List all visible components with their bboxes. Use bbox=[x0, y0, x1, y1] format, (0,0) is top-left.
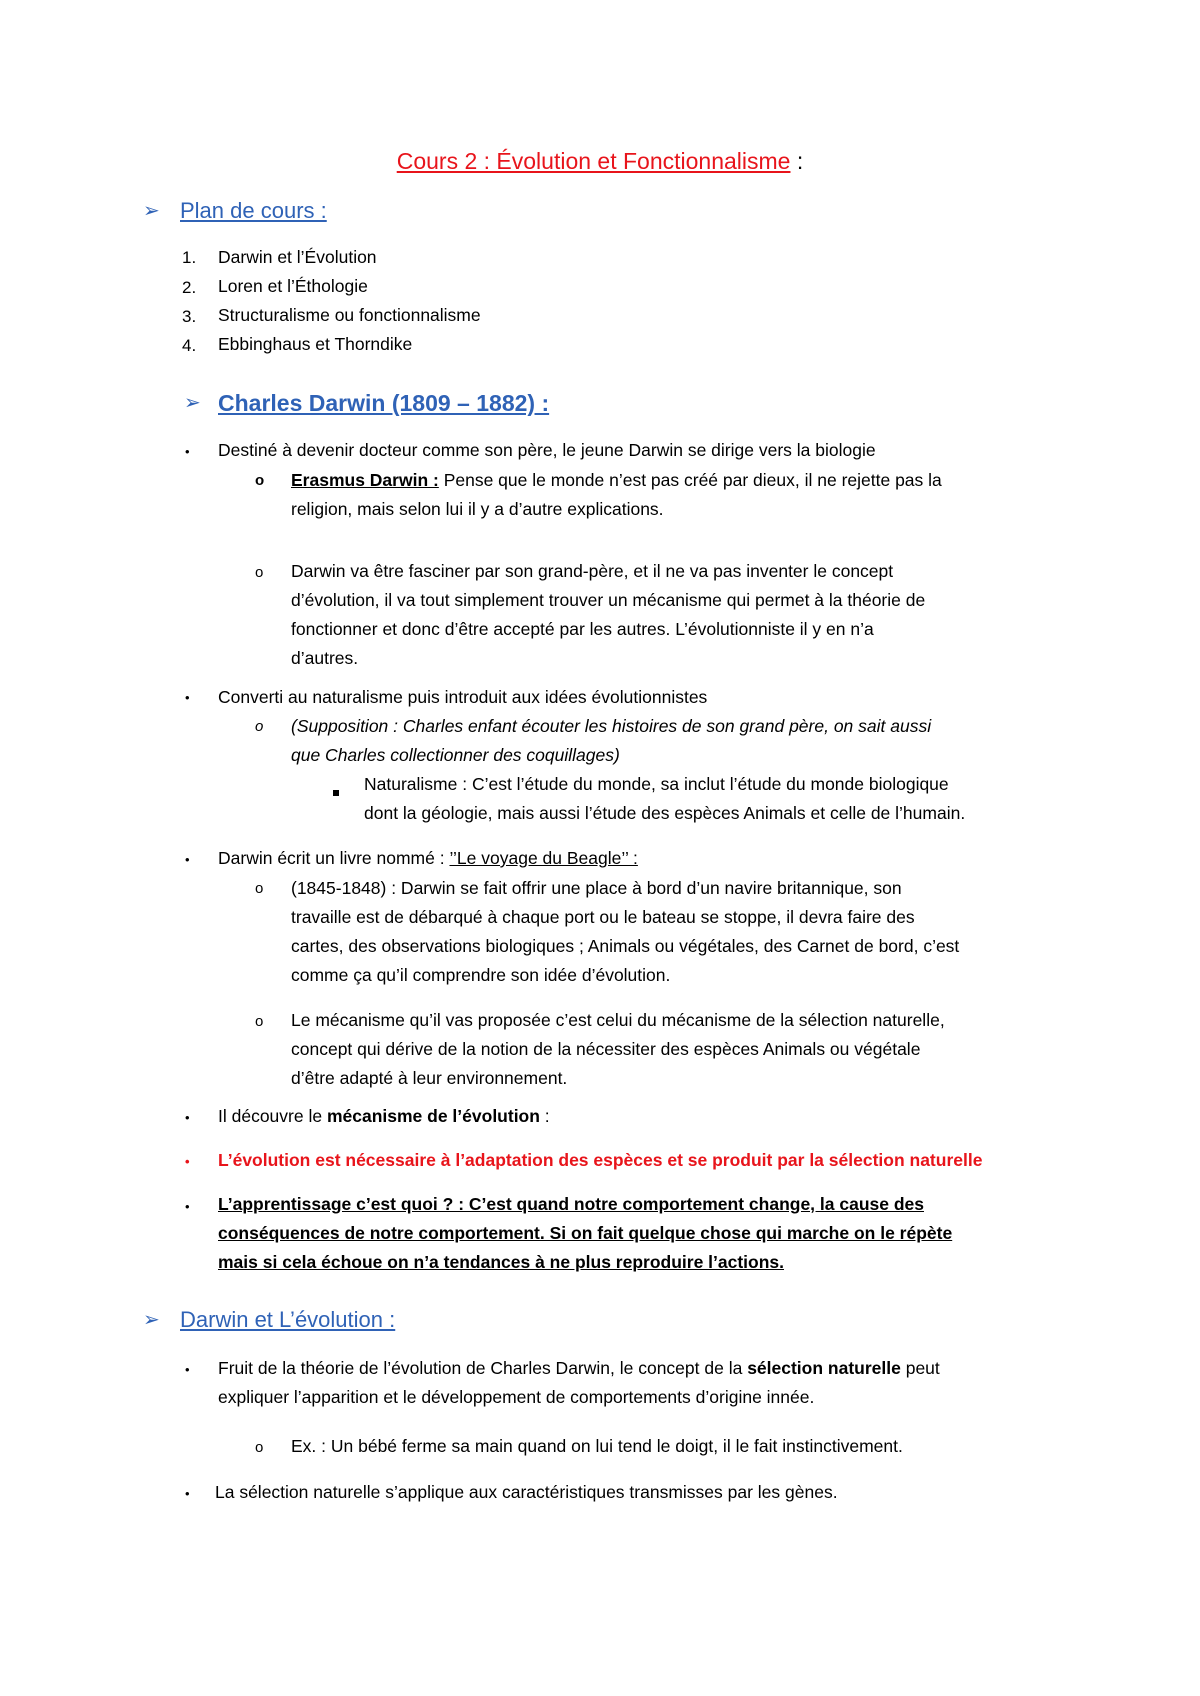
bullet-icon: • bbox=[185, 1154, 190, 1169]
circle-bullet-icon: o bbox=[255, 472, 265, 489]
arrow-icon: ➢ bbox=[143, 1309, 160, 1331]
grandfather-line-2: d’évolution, il va tout simplement trouver un mécanisme qui permet à la théorie de bbox=[291, 590, 926, 610]
darwin-bullet-1: Destiné à devenir docteur comme son père, le jeune Darwin se dirige vers la biologie bbox=[218, 440, 876, 460]
naturalisme-line-2: dont la géologie, mais aussi l’étude des espèces Animals et celle de l’humain. bbox=[364, 803, 966, 823]
erasmus-label: Erasmus Darwin : bbox=[291, 470, 439, 490]
circle-bullet-icon: o bbox=[255, 564, 264, 581]
erasmus-line-2: religion, mais selon lui il y a d’autre explications. bbox=[291, 499, 664, 519]
plan-item: Ebbinghaus et Thorndike bbox=[218, 334, 413, 354]
decouvre-suffix: : bbox=[539, 1106, 550, 1126]
grandfather-line-4: d’autres. bbox=[291, 648, 359, 668]
supposition-line-2: que Charles collectionner des coquillages) bbox=[291, 745, 620, 765]
darwin-bullet-4 bbox=[218, 1102, 550, 1131]
bullet-icon: • bbox=[185, 852, 190, 867]
beagle-line-2: travaille est de débarqué à chaque port ou le bateau se stoppe, il devra faire des bbox=[291, 907, 915, 927]
plan-number-4: 4. bbox=[182, 336, 197, 355]
page-title bbox=[0, 146, 1200, 176]
plan-number-3: 3. bbox=[182, 307, 197, 326]
evolution-heading: Darwin et L’évolution : bbox=[180, 1307, 396, 1332]
circle-bullet-icon: o bbox=[255, 1439, 264, 1456]
darwin-heading: Charles Darwin (1809 – 1882) : bbox=[218, 390, 550, 416]
naturalisme-line-1: Naturalisme : C’est l’étude du monde, sa inclut l’étude du monde biologique bbox=[364, 774, 949, 794]
grandfather-line-1: Darwin va être fasciner par son grand-père, et il ne va pas inventer le concept bbox=[291, 561, 894, 581]
bullet-icon: • bbox=[185, 1486, 190, 1501]
title-suffix: : bbox=[790, 148, 804, 174]
darwin-bullet-3 bbox=[218, 844, 638, 873]
title-text: Cours 2 : Évolution et Fonctionnalisme bbox=[396, 148, 791, 174]
bullet-icon: • bbox=[185, 1362, 190, 1377]
apprentissage-line-1: L’apprentissage c’est quoi ? : C’est quand notre comportement change, la cause des bbox=[218, 1194, 924, 1214]
bullet-icon: • bbox=[185, 690, 190, 705]
plan-item: Structuralisme ou fonctionnalisme bbox=[218, 305, 481, 325]
circle-bullet-icon: o bbox=[255, 1013, 264, 1030]
mecanisme-line-1: Le mécanisme qu’il vas proposée c’est celui du mécanisme de la sélection naturelle, bbox=[291, 1010, 945, 1030]
fruit-prefix: Fruit de la théorie de l’évolution de Charles Darwin, le concept de la bbox=[218, 1358, 748, 1378]
arrow-icon: ➢ bbox=[184, 392, 201, 414]
bullet-icon: • bbox=[185, 1199, 190, 1214]
erasmus-line-1 bbox=[291, 466, 942, 495]
evolution-bullet-1-line-1 bbox=[218, 1354, 940, 1383]
decouvre-prefix: Il découvre le bbox=[218, 1106, 327, 1126]
darwin-bullet-5: L’évolution est nécessaire à l’adaptation des espèces et se produit par la sélection naturelle bbox=[218, 1150, 983, 1170]
supposition-line-1: (Supposition : Charles enfant écouter les histoires de son grand père, on sait aussi bbox=[291, 716, 932, 736]
fruit-bold: sélection naturelle bbox=[747, 1358, 901, 1378]
beagle-title: ’’Le voyage du Beagle’’ : bbox=[449, 848, 638, 868]
circle-bullet-icon: o bbox=[255, 718, 264, 735]
decouvre-bold: mécanisme de l’évolution bbox=[326, 1106, 540, 1126]
plan-number-2: 2. bbox=[182, 278, 197, 297]
circle-bullet-icon: o bbox=[255, 880, 264, 897]
fruit-suffix: peut bbox=[900, 1358, 940, 1378]
apprentissage-line-3: mais si cela échoue on n’a tendances à ne plus reproduire l’actions. bbox=[218, 1252, 785, 1272]
evolution-bullet-2: La sélection naturelle s’applique aux caractéristiques transmisses par les gènes. bbox=[215, 1482, 838, 1502]
bullet-icon: • bbox=[185, 444, 190, 459]
mecanisme-line-3: d’être adapté à leur environnement. bbox=[291, 1068, 568, 1088]
plan-heading: Plan de cours : bbox=[180, 198, 327, 223]
beagle-line-1: (1845-1848) : Darwin se fait offrir une place à bord d’un navire britannique, son bbox=[291, 878, 902, 898]
plan-number-1: 1. bbox=[182, 248, 197, 267]
darwin-bullet-2: Converti au naturalisme puis introduit aux idées évolutionnistes bbox=[218, 687, 708, 707]
apprentissage-line-2: conséquences de notre comportement. Si on fait quelque chose qui marche on le répète bbox=[218, 1223, 953, 1243]
beagle-prefix: Darwin écrit un livre nommé : bbox=[218, 848, 450, 868]
square-bullet-icon bbox=[333, 780, 339, 801]
arrow-icon: ➢ bbox=[143, 200, 160, 222]
beagle-line-4: comme ça qu’il comprendre son idée d’évolution. bbox=[291, 965, 671, 985]
example-line: Ex. : Un bébé ferme sa main quand on lui tend le doigt, il le fait instinctivement. bbox=[291, 1436, 903, 1456]
bullet-icon: • bbox=[185, 1110, 190, 1125]
plan-item: Darwin et l’Évolution bbox=[218, 247, 377, 267]
plan-item: Loren et l’Éthologie bbox=[218, 276, 368, 296]
mecanisme-line-2: concept qui dérive de la notion de la nécessiter des espèces Animals ou végétale bbox=[291, 1039, 921, 1059]
erasmus-text: Pense que le monde n’est pas créé par dieux, il ne rejette pas la bbox=[438, 470, 942, 490]
grandfather-line-3: fonctionner et donc d’être accepté par les autres. L’évolutionniste il y en n’a bbox=[291, 619, 874, 639]
beagle-line-3: cartes, des observations biologiques ; Animals ou végétales, des Carnet de bord, c’est bbox=[291, 936, 960, 956]
evolution-bullet-1-line-2: expliquer l’apparition et le développement de comportements d’origine innée. bbox=[218, 1387, 815, 1407]
